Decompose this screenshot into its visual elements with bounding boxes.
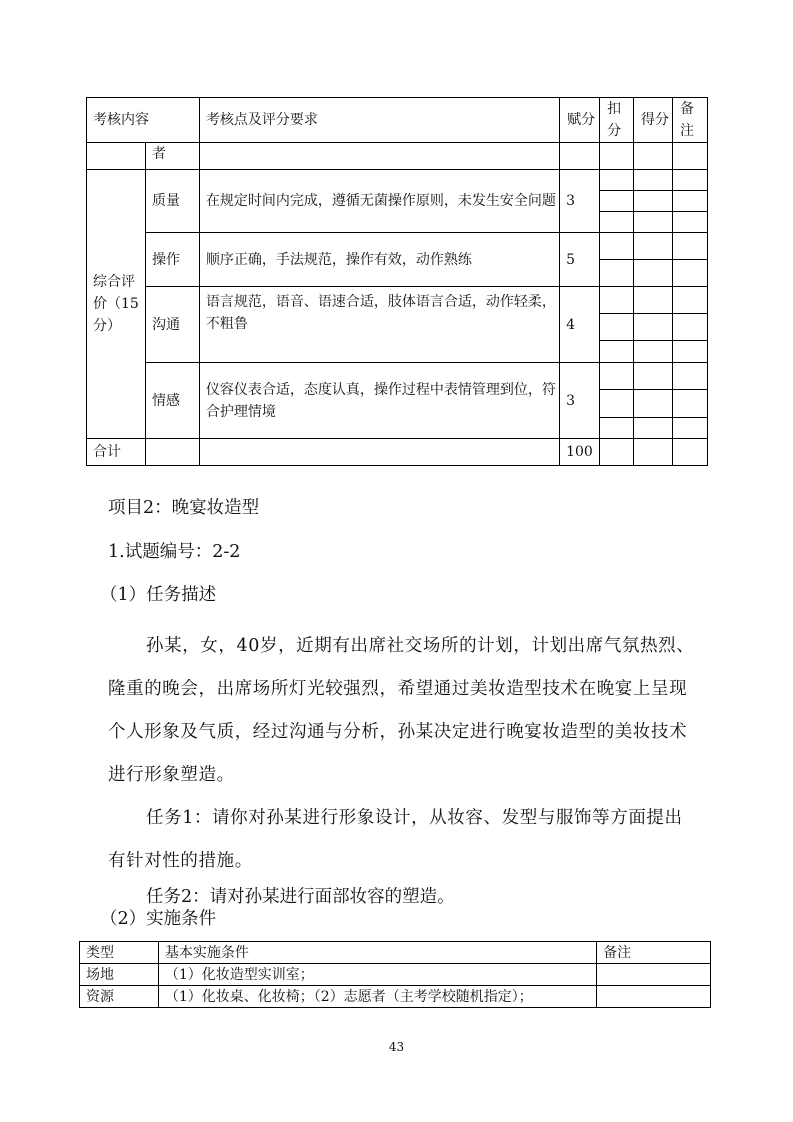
deduct-cell <box>600 260 634 287</box>
assessment-table <box>86 97 708 466</box>
task-description-heading: （1）任务描述 <box>100 585 217 605</box>
task1-paragraph: 任务1：请你对孙某进行形象设计，从妆容、发型与服饰等方面提出有针对性的措施。 <box>108 808 683 871</box>
group-label: 综合评价（15分） <box>87 170 146 439</box>
header-got: 得分 <box>634 98 673 143</box>
item-score: 5 <box>560 233 600 287</box>
deduct-cell <box>600 233 634 260</box>
empty-cell <box>634 143 673 170</box>
header-requirements: 考核点及评分要求 <box>199 98 559 143</box>
note-cell <box>673 233 708 260</box>
page-number: 43 <box>388 1040 405 1054</box>
item-requirement: 语言规范，语音、语速合适，肢体语言合适，动作轻柔，不粗鲁 <box>199 287 559 363</box>
got-cell <box>634 341 673 363</box>
note-cell <box>673 390 708 418</box>
deduct-cell <box>600 341 634 363</box>
conditions-heading: （2）实施条件 <box>100 909 217 929</box>
empty-cell <box>673 439 708 466</box>
header-type: 类型 <box>80 942 159 964</box>
note-cell <box>673 212 708 233</box>
item-requirement: 仪容仪表合适，态度认真，操作过程中表情管理到位，符合护理情境 <box>199 363 559 439</box>
note-cell <box>673 170 708 191</box>
got-cell <box>634 287 673 314</box>
row-zhe: 者 <box>145 143 199 170</box>
deduct-cell <box>600 212 634 233</box>
exam-number: 1.试题编号：2-2 <box>108 542 241 562</box>
item-name: 操作 <box>145 233 199 287</box>
got-cell <box>634 212 673 233</box>
project-heading: 项目2：晚宴妆造型 <box>108 498 260 518</box>
empty-cell <box>199 143 559 170</box>
header-score: 赋分 <box>560 98 600 143</box>
item-requirement: 在规定时间内完成，遵循无菌操作原则，未发生安全问题 <box>199 170 559 233</box>
got-cell <box>634 260 673 287</box>
empty-cell <box>600 143 634 170</box>
got-cell <box>634 418 673 439</box>
task2-paragraph: 任务2：请对孙某进行面部妆容的塑造。 <box>146 887 455 907</box>
total-label: 合计 <box>87 439 146 466</box>
row-conditions: （1）化妆桌、化妆椅；（2）志愿者（主考学校随机指定）； <box>158 986 596 1008</box>
item-name: 情感 <box>145 363 199 439</box>
note-cell <box>673 363 708 390</box>
note-cell <box>673 260 708 287</box>
item-score: 3 <box>560 170 600 233</box>
empty-cell <box>145 439 199 466</box>
deduct-cell <box>600 418 634 439</box>
got-cell <box>634 191 673 212</box>
header-note: 备注 <box>673 98 708 143</box>
header-note: 备注 <box>597 942 711 964</box>
deduct-cell <box>600 287 634 314</box>
row-note <box>597 986 711 1008</box>
item-score: 4 <box>560 287 600 363</box>
total-score: 100 <box>560 439 600 466</box>
scenario-paragraph: 孙某，女，40岁，近期有出席社交场所的计划，计划出席气氛热烈、隆重的晚会，出席场所灯光较强烈，希望通过美妆造型技术在晚宴上呈现个人形象及气质，经过沟通与分析，孙某决定进行晚宴妆造型的美妆技术进行形象塑造。 <box>108 636 695 785</box>
got-cell <box>634 363 673 390</box>
conditions-table <box>79 941 711 1008</box>
note-cell <box>673 287 708 314</box>
item-score: 3 <box>560 363 600 439</box>
header-content: 考核内容 <box>87 98 200 143</box>
got-cell <box>634 390 673 418</box>
got-cell <box>634 170 673 191</box>
empty-cell <box>199 439 559 466</box>
note-cell <box>673 314 708 341</box>
row-type: 资源 <box>80 986 159 1008</box>
note-cell <box>673 418 708 439</box>
row-conditions: （1）化妆造型实训室； <box>158 964 596 986</box>
note-cell <box>673 191 708 212</box>
header-conditions: 基本实施条件 <box>158 942 596 964</box>
got-cell <box>634 233 673 260</box>
item-name: 沟通 <box>145 287 199 363</box>
item-name: 质量 <box>145 170 199 233</box>
deduct-cell <box>600 191 634 212</box>
empty-cell <box>87 143 146 170</box>
empty-cell <box>600 439 634 466</box>
deduct-cell <box>600 363 634 390</box>
empty-cell <box>634 439 673 466</box>
empty-cell <box>560 143 600 170</box>
row-note <box>597 964 711 986</box>
got-cell <box>634 314 673 341</box>
deduct-cell <box>600 390 634 418</box>
item-requirement: 顺序正确，手法规范，操作有效，动作熟练 <box>199 233 559 287</box>
header-deduct: 扣分 <box>600 98 634 143</box>
empty-cell <box>673 143 708 170</box>
row-type: 场地 <box>80 964 159 986</box>
deduct-cell <box>600 314 634 341</box>
deduct-cell <box>600 170 634 191</box>
note-cell <box>673 341 708 363</box>
